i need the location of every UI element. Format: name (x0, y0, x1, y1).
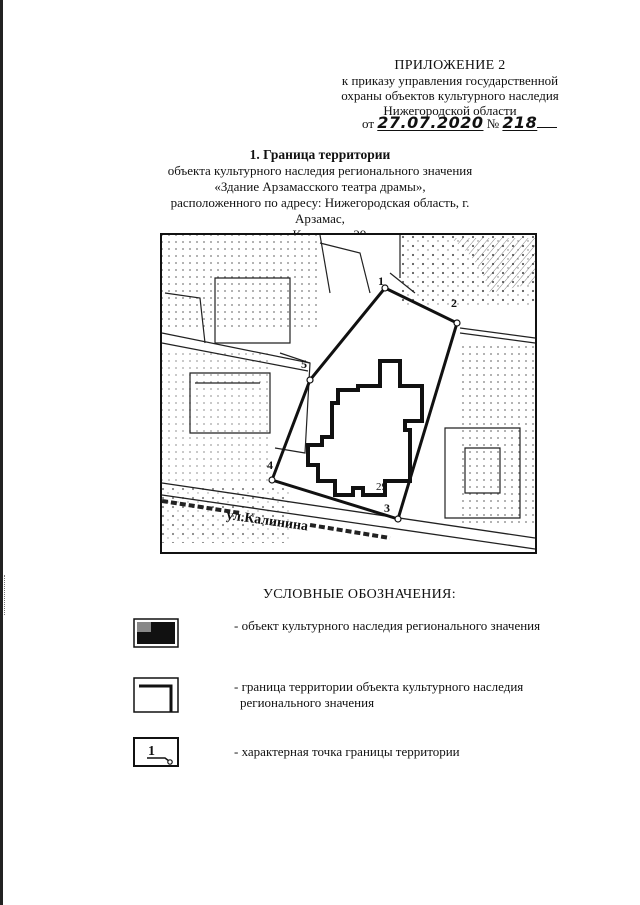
boundary-point-icon (133, 737, 179, 767)
date-prefix: от (362, 116, 375, 131)
house-number: 29 (376, 481, 387, 493)
territory-boundary-icon (133, 677, 179, 713)
underline (537, 126, 557, 128)
heading-title: 1. Граница территории (249, 147, 391, 162)
point-label: 2 (451, 296, 457, 310)
scan-edge (0, 0, 3, 905)
point-label: 5 (301, 357, 307, 371)
appendix-line: к приказу управления государственной (341, 73, 559, 88)
scan-artifact (4, 575, 8, 615)
appendix-line: Нижегородской области (383, 103, 517, 118)
legend-title: УСЛОВНЫЕ ОБОЗНАЧЕНИЯ: (263, 587, 456, 602)
map-svg (160, 233, 537, 554)
legend-item-text: - объект культурного наследия регионального значения (234, 618, 541, 633)
order-number: 218 (502, 113, 538, 132)
legend-item-text (234, 679, 523, 711)
appendix-line: охраны объектов культурного наследия (341, 88, 559, 103)
document-heading (150, 147, 490, 243)
point-label: 1 (378, 274, 384, 288)
order-date: 27.07.2020 (377, 113, 484, 132)
heading-line: расположенного по адресу: Нижегородская область, г. Арзамас, (170, 195, 470, 226)
appendix-block (330, 58, 570, 118)
point-label: 3 (384, 501, 390, 515)
street-label: ул.Калинина (225, 508, 309, 535)
point-number: 1 (148, 744, 155, 759)
point-label: 4 (267, 458, 273, 472)
order-date-number (362, 113, 557, 132)
legend-item-line: - граница территории объекта культурного наследия (234, 679, 524, 694)
legend-item-line: регионального значения (240, 695, 375, 710)
heading-line: объекта культурного наследия регионального значения (167, 163, 473, 178)
territory-map (160, 233, 537, 554)
number-prefix: № (486, 116, 500, 131)
legend-item-text: - характерная точка границы территории (234, 744, 460, 759)
heading-line: «Здание Арзамасского театра драмы», (214, 179, 426, 194)
appendix-title: ПРИЛОЖЕНИЕ 2 (394, 58, 506, 73)
heritage-object-icon (133, 618, 179, 648)
